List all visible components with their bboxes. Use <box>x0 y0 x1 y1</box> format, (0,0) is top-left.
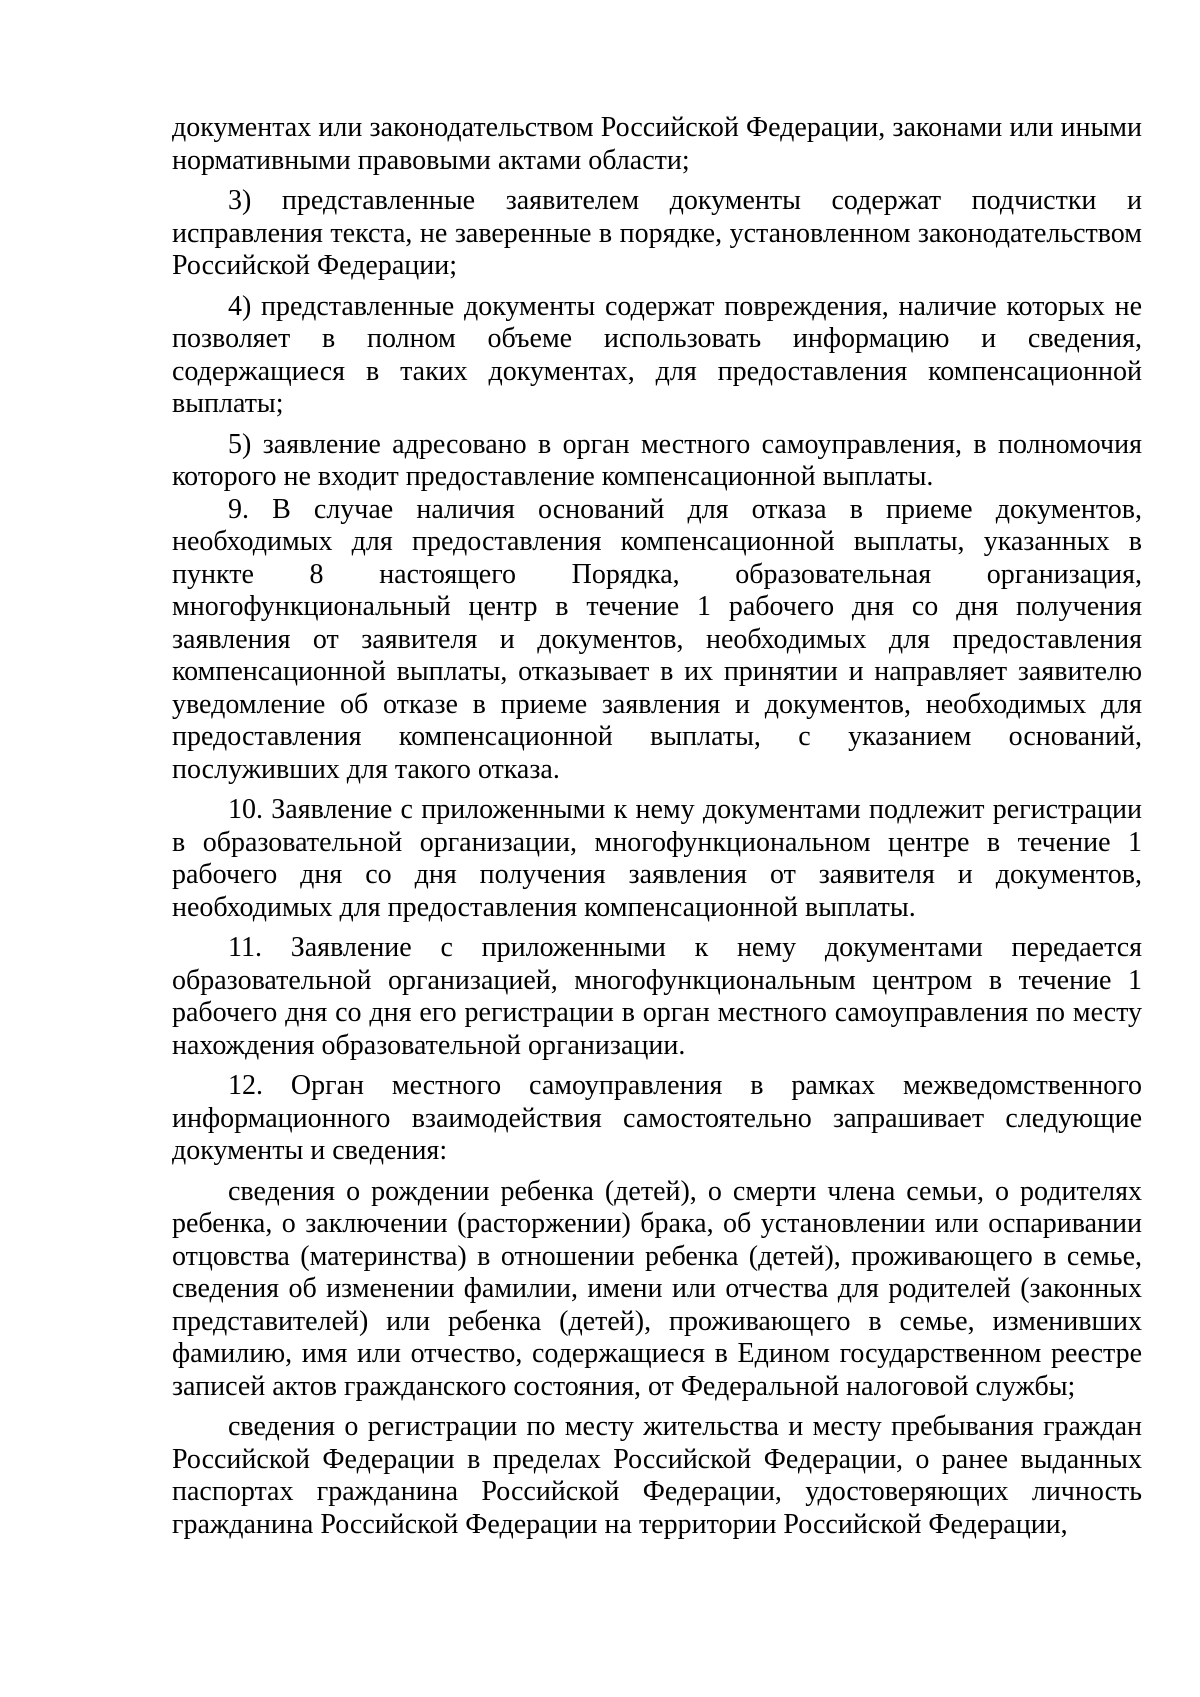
document-page <box>172 112 1142 1541</box>
paragraph-clause-12: 12. Орган местного самоуправления в рамках межведомственного информационного взаимодействия самостоятельно запрашивает следующие документы и сведения: <box>172 1070 1142 1166</box>
paragraph-clause-11: 11. Заявление с приложенными к нему документами передается образовательной организацией, многофункциональным центром в течение 1 рабочего дня со дня его регистрации в орган местного самоуправления по месту нахождения образовательной организации. <box>172 932 1142 1061</box>
paragraph-continuation: документах или законодательством Российской Федерации, законами или иными нормативными правовыми актами области; <box>172 112 1142 176</box>
paragraph-item-5: 5) заявление адресовано в орган местного самоуправления, в полномочия которого не входит предоставление компенсационной выплаты. <box>172 428 1142 492</box>
paragraph-item-4: 4) представленные документы содержат повреждения, наличие которых не позволяет в полном объеме использовать информацию и сведения, содержащиеся в таких документах, для предоставления компенсационной выплаты; <box>172 290 1142 419</box>
paragraph-item-3: 3) представленные заявителем документы содержат подчистки и исправления текста, не заверенные в порядке, установленном законодательством Российской Федерации; <box>172 185 1142 281</box>
paragraph-registration-info: сведения о регистрации по месту жительства и месту пребывания граждан Российской Федерации в пределах Российской Федерации, о ранее выданных паспортах гражданина Российской Федерации, удостоверяющих личность гражданина Российской Федерации на территории Российской Федерации, <box>172 1411 1142 1540</box>
paragraph-clause-10: 10. Заявление с приложенными к нему документами подлежит регистрации в образовательной организации, многофункциональном центре в течение 1 рабочего дня со дня получения заявления от заявителя и документов, необходимых для предоставления компенсационной выплаты. <box>172 794 1142 923</box>
paragraph-clause-9: 9. В случае наличия оснований для отказа в приеме документов, необходимых для предоставления компенсационной выплаты, указанных в пункте 8 настоящего Порядка, образовательная организация, многофункциональный центр в течение 1 рабочего дня со дня получения заявления от заявителя и документов, необходимых для предоставления компенсационной выплаты, отказывает в их принятии и направляет заявителю уведомление об отказе в приеме заявления и документов, необходимых для предоставления компенсационной выплаты, с указанием оснований, послуживших для такого отказа. <box>172 493 1142 785</box>
paragraph-civil-records: сведения о рождении ребенка (детей), о смерти члена семьи, о родителях ребенка, о заключении (расторжении) брака, об установлении или оспаривании отцовства (материнства) в отношении ребенка (детей), проживающего в семье, сведения об изменении фамилии, имени или отчества для родителей (законных представителей) или ребенка (детей), проживающего в семье, изменивших фамилию, имя или отчество, содержащиеся в Едином государственном реестре записей актов гражданского состояния, от Федеральной налоговой службы; <box>172 1175 1142 1402</box>
